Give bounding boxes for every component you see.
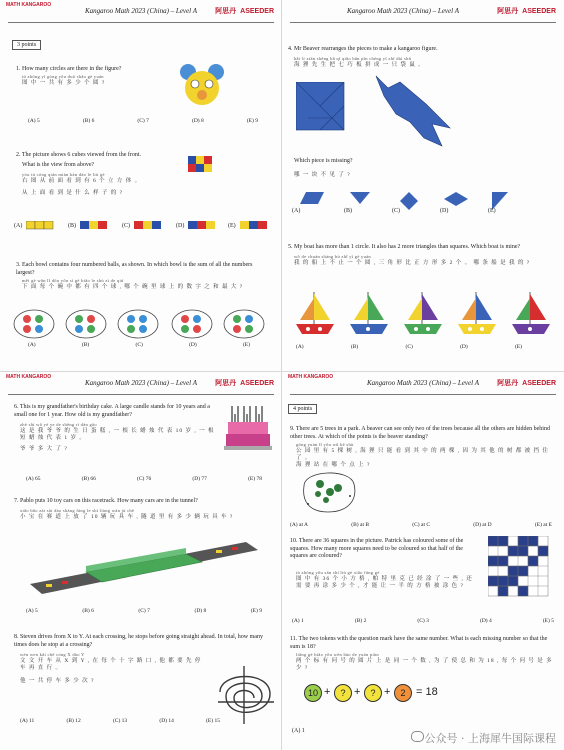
option-e[interactable]: (E) xyxy=(242,342,250,348)
wechat-icon xyxy=(411,731,424,742)
option-b[interactable]: (B) 6 xyxy=(82,608,94,614)
option-d[interactable]: (D) xyxy=(460,344,468,350)
option-d[interactable]: (D) at D xyxy=(473,522,492,528)
header-rule xyxy=(8,394,274,395)
question-8-options xyxy=(20,718,220,724)
option-a[interactable]: (A) 65 xyxy=(26,476,41,482)
question-7-chinese: 小 宝 在 赛 道 上 放 了 10 辆 玩 具 车 , 隧 道 里 有 多 少 辆 玩 具 车 ? xyxy=(20,514,234,520)
option-b[interactable]: (B) 12 xyxy=(66,718,81,724)
option-c[interactable]: (C) xyxy=(392,208,400,214)
question-2-text-2: What is the view from above? xyxy=(22,162,95,168)
option-a-figure xyxy=(26,221,54,230)
token-question-2: ? xyxy=(364,684,382,702)
math-kangaroo-logo: MATH KANGAROO xyxy=(288,374,334,380)
option-c-figure xyxy=(400,192,418,210)
option-c[interactable]: (C) at C xyxy=(412,522,431,528)
header-brand: 阿思丹 ASEEDER xyxy=(497,8,556,15)
option-c[interactable]: (C) 7 xyxy=(137,118,149,124)
question-8-chinese-2: 他 一 共 停 车 多 少 次 ? xyxy=(20,678,95,684)
option-c[interactable]: (C) xyxy=(135,342,143,348)
watermark: 公众号 · 上海犀牛国际课程 xyxy=(425,730,557,746)
header-brand: 阿思丹 ASEEDER xyxy=(215,8,274,15)
question-7-options xyxy=(26,608,262,614)
question-9-options xyxy=(290,522,552,528)
header-title: Kangaroo Math 2023 (China) – Level A xyxy=(367,379,479,387)
header-rule xyxy=(8,22,274,23)
question-4-square-figure xyxy=(296,82,346,132)
option-e-figure xyxy=(240,221,268,230)
question-11-option-a[interactable]: (A) 1 xyxy=(292,728,305,734)
question-10-chinese: 图 中 有 36 个 小 方 格 , 帕 特 里 克 已 经 涂 了 一 些 , 还 需 要 再 涂 多 少 个 , 才 能 让 一 半 的 方 格 被 涂 色 ? xyxy=(296,576,473,589)
option-d[interactable]: (D) 77 xyxy=(192,476,207,482)
vertical-divider xyxy=(281,0,282,750)
option-c[interactable]: (C) 13 xyxy=(112,718,128,724)
question-5-chinese: 我 的 船 上 不 止 一 个 圆 , 三 角 形 比 正 方 形 多 2 个 。 哪 条 船 是 我 的 ? xyxy=(294,260,531,266)
question-1-text: 1. How many circles are there in the figure? xyxy=(16,66,122,72)
option-d-figure xyxy=(444,192,468,206)
question-3-text: 3. Each bowl contains four numbered balls, as shown. In which bowl is the sum of all the numbers largest? xyxy=(16,262,253,276)
question-3-options xyxy=(28,342,250,348)
option-e[interactable]: (E) 15 xyxy=(206,718,220,724)
equation-result: = 18 xyxy=(416,686,438,698)
option-b[interactable]: (B) 66 xyxy=(81,476,96,482)
header-rule xyxy=(290,22,556,23)
question-5-options xyxy=(296,344,522,350)
page-header xyxy=(0,372,282,394)
option-e[interactable]: (E) 9 xyxy=(250,608,262,614)
option-a-figure xyxy=(300,192,326,206)
option-c[interactable]: (C) 7 xyxy=(138,608,150,614)
option-b-figure xyxy=(350,192,370,206)
question-7-pinyin: xiǎo bǎo zài sài dào shàng fàng le shí liàng wán jù chē xyxy=(20,508,135,513)
points-badge: 3 points xyxy=(12,40,41,50)
question-4-chinese: 海 狸 先 生 把 七 巧 板 拼 成 一 只 袋 鼠 。 xyxy=(294,62,425,68)
question-9-park-figure xyxy=(298,466,358,516)
option-b[interactable]: (B) xyxy=(81,342,90,348)
option-d[interactable]: (D) 8 xyxy=(191,118,204,124)
page-quadrant-bottom-right xyxy=(282,372,564,750)
question-1-pinyin: tú zhōng yī gòng yǒu duō shǎo gè yuán xyxy=(22,74,104,79)
option-b[interactable]: (B) 2 xyxy=(354,618,367,624)
option-d[interactable]: (D) xyxy=(440,208,449,214)
question-1-options xyxy=(28,118,258,124)
question-8-maze-figure xyxy=(214,662,278,728)
question-6-chinese-2: 爷 爷 多 大 了 ? xyxy=(20,446,68,452)
option-a[interactable]: (A) xyxy=(296,344,304,350)
plus-sign: + xyxy=(324,686,331,698)
question-7-text: 7. Pablo puts 10 toy cars on this racetrack. How many cars are in the tunnel? xyxy=(14,498,198,504)
header-brand: 阿思丹 ASEEDER xyxy=(215,380,274,387)
header-title: Kangaroo Math 2023 (China) – Level A xyxy=(85,7,197,15)
option-c-figure xyxy=(134,221,162,230)
option-e[interactable]: (E) 5 xyxy=(542,618,554,624)
token-question-1: ? xyxy=(334,684,352,702)
option-e[interactable]: (E) 9 xyxy=(246,118,258,124)
question-6-cake-figure xyxy=(224,402,272,454)
option-d[interactable]: (D) xyxy=(189,342,197,348)
question-4-text-2: Which piece is missing? xyxy=(294,158,353,164)
option-b[interactable]: (B) xyxy=(344,208,352,214)
option-e[interactable]: (E) xyxy=(488,208,496,214)
token-10: 10 xyxy=(304,684,322,702)
plus-sign: + xyxy=(354,686,361,698)
question-4-options xyxy=(292,192,542,218)
option-d-figure xyxy=(188,221,216,230)
page-quadrant-bottom-left xyxy=(0,372,282,750)
question-3-pinyin: měi gè wǎn lǐ dōu yǒu sì gè biāo le shù zì de qiú xyxy=(22,278,124,283)
question-4-text: 4. Mr Beaver rearranges the pieces to make a kangaroo figure. xyxy=(288,46,438,52)
question-4-kangaroo-figure xyxy=(366,74,456,150)
header-title: Kangaroo Math 2023 (China) – Level A xyxy=(85,379,197,387)
header-title: Kangaroo Math 2023 (China) – Level A xyxy=(347,7,459,15)
page-header xyxy=(0,0,282,22)
option-a[interactable]: (A) 5 xyxy=(28,118,40,124)
token-2: 2 xyxy=(394,684,412,702)
question-8-pinyin: wén wen kāi chē cóng X dào Y xyxy=(20,652,85,657)
question-1-circles-figure xyxy=(178,60,226,108)
option-b[interactable]: (B) 6 xyxy=(82,118,95,124)
question-2-text: 2. The picture shows 6 cubes viewed from the front. xyxy=(16,152,142,158)
option-a[interactable]: (A) xyxy=(14,223,23,229)
question-8-text: 8. Steven drives from X to Y. At each crossing, he stops before going straight ahead. In total, how many times does he stop at a crossing? xyxy=(14,634,263,648)
page-header xyxy=(282,0,564,22)
page-quadrant-top-right xyxy=(282,0,564,372)
option-b[interactable]: (B) xyxy=(350,344,359,350)
question-6-chinese: 这 是 我 爷 爷 的 生 日 蛋 糕 , 一 根 长 蜡 烛 代 表 10 岁 , 一 根 短 蜡 烛 代 表 1 岁 。 xyxy=(20,428,215,441)
question-9-chinese-2: 海 狸 站 在 哪 个 点 上 ? xyxy=(296,462,371,468)
option-b-figure xyxy=(80,221,108,230)
plus-sign: + xyxy=(384,686,391,698)
question-9-pinyin: gōng yuán lǐ yǒu wǔ kē shù xyxy=(296,442,354,447)
question-2-cubes-figure xyxy=(186,152,214,178)
question-10-options xyxy=(292,618,554,624)
question-4-pinyin: hǎi lí xiān shēng bǎ qī qiǎo bǎn pīn chéng yī zhī dài shǔ xyxy=(294,56,412,61)
page-header xyxy=(282,372,564,394)
option-a[interactable]: (A) xyxy=(292,208,301,214)
question-8-chinese: 文 文 开 车 从 X 到 Y , 在 每 个 十 字 路 口 , 他 都 要 先 停 车 再 直 行 。 xyxy=(20,658,202,671)
question-5-pinyin: wǒ de chuán shàng bù zhǐ yī gè yuán xyxy=(294,254,371,259)
question-6-pinyin: zhè shì wǒ yé ye de shēng rì dàn gāo xyxy=(20,422,97,427)
option-a[interactable]: (A) 11 xyxy=(20,718,35,724)
question-3-bowls-figure xyxy=(10,306,272,342)
question-2-chinese-2: 从 上 面 看 到 是 什 么 样 子 的 ? xyxy=(22,190,124,196)
question-10-text: 10. There are 36 squares in the picture. Patrick has coloured some of the squares. How many more squares need to be coloured so that half of the squares are coloured? xyxy=(290,538,464,559)
option-a[interactable]: (A) xyxy=(28,342,36,348)
question-6-options xyxy=(26,476,262,482)
question-11-pinyin: liǎng gè biāo yǒu wèn hào de yuán piàn xyxy=(296,652,379,657)
option-c[interactable]: (C) xyxy=(405,344,413,350)
question-6-text: 6. This is my grandfather's birthday cake. A large candle stands for 10 years and a small one for 1 year. How old is my grandfather? xyxy=(14,404,210,418)
question-11-text: 11. The two tokens with the question mark have the same number. What is each missing number so that the sum is 18? xyxy=(290,636,548,650)
option-d[interactable]: (D) 4 xyxy=(479,618,492,624)
option-b[interactable]: (B) at B xyxy=(351,522,370,528)
option-a[interactable]: (A) 5 xyxy=(26,608,38,614)
question-9-text: 9. There are 5 trees in a park. A beaver can see only two of the trees because all the others are hidden behind other trees. At which of the points is the beaver standing? xyxy=(290,426,550,440)
question-1-chinese: 图 中 一 共 有 多 少 个 圆 ? xyxy=(22,80,106,86)
question-4-chinese-2: 哪 一 块 不 见 了 ? xyxy=(294,172,351,178)
option-e[interactable]: (E) at E xyxy=(534,522,552,528)
math-kangaroo-logo: MATH KANGAROO xyxy=(6,374,52,380)
question-10-grid-figure xyxy=(488,536,550,598)
question-9-chinese: 公 园 里 有 5 棵 树 , 海 狸 只 能 看 到 其 中 的 两 棵 , 因 为 其 他 的 树 都 被 挡 住 了 。 xyxy=(296,448,549,461)
question-7-racetrack-figure xyxy=(26,532,262,598)
question-5-text: 5. My boat has more than 1 circle. It also has 2 more triangles than squares. Which boat is mine? xyxy=(288,244,521,250)
header-rule xyxy=(290,394,556,395)
question-5-boats-figure xyxy=(290,290,558,340)
page-quadrant-top-left xyxy=(0,0,282,372)
option-e[interactable]: (E) xyxy=(514,344,522,350)
question-2-pinyin: yòu tú cóng qián miàn kàn dào le liù gè xyxy=(22,172,105,177)
question-10-pinyin: tú zhōng yǒu sān shí liù gè xiǎo fāng gé xyxy=(296,570,380,575)
option-c[interactable]: (C) 76 xyxy=(137,476,152,482)
option-e[interactable]: (E) 78 xyxy=(248,476,262,482)
option-d[interactable]: (D) 8 xyxy=(194,608,207,614)
option-d[interactable]: (D) xyxy=(176,223,185,229)
option-c[interactable]: (C) xyxy=(122,223,130,229)
question-11-chinese: 两 个 标 有 问 号 的 圆 片 上 是 同 一 个 数 , 为 了 使 总 和 为 18 , 每 个 问 号 是 多 少 ? xyxy=(296,658,553,671)
option-e[interactable]: (E) xyxy=(228,223,236,229)
question-3-chinese: 下 面 每 个 碗 中 都 有 四 个 球 , 哪 个 碗 里 球 上 的 数 字 之 和 最 大 ? xyxy=(22,284,244,290)
header-brand: 阿思丹 ASEEDER xyxy=(497,380,556,387)
option-d[interactable]: (D) 14 xyxy=(159,718,174,724)
option-a[interactable]: (A) at A xyxy=(290,522,309,528)
option-a[interactable]: (A) 1 xyxy=(292,618,304,624)
option-c[interactable]: (C) 3 xyxy=(417,618,429,624)
question-2-chinese: 右 图 从 前 面 看 到 有 6 个 立 方 体 。 xyxy=(22,178,142,184)
math-kangaroo-logo: MATH KANGAROO xyxy=(6,2,52,8)
points-badge: 4 points xyxy=(288,404,317,414)
question-2-options xyxy=(14,220,264,234)
option-b[interactable]: (B) xyxy=(68,223,76,229)
horizontal-divider xyxy=(0,371,564,372)
